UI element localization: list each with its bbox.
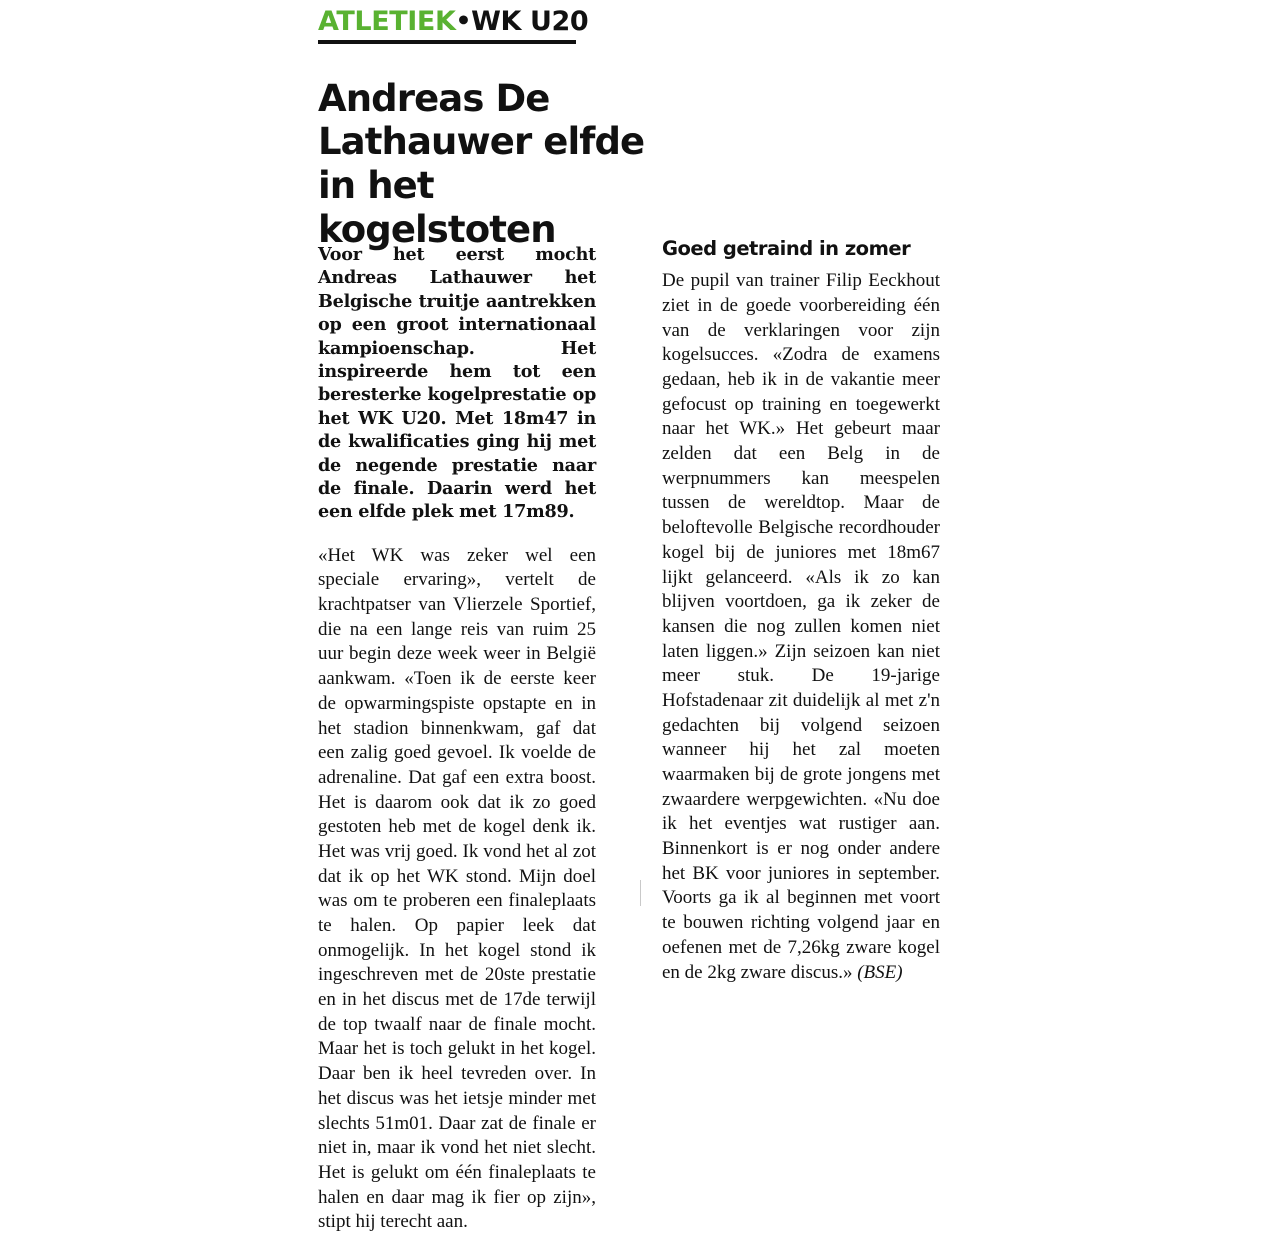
section-kicker <box>318 6 589 44</box>
kicker-event: WK U20 <box>471 6 589 37</box>
article-lead: Voor het eerst mocht Andreas Lathauwer het Belgische truitje aantrekken op een groot internationaal kampioenschap. Het inspireerde hem tot een beresterke kogelprestatie op het WK U20. Met 18m47 in de kwalificaties ging hij met de negende prestatie naar de finale. Daarin werd het een elfde plek met 17m89. <box>318 244 596 523</box>
article-body-right <box>662 269 940 985</box>
kicker-text <box>318 6 589 37</box>
article-column-left <box>318 243 596 1235</box>
kicker-divider <box>318 40 576 44</box>
column-divider <box>640 880 641 906</box>
article-column-right <box>662 236 940 985</box>
kicker-separator: • <box>455 6 472 35</box>
article-subheading: Goed getraind in zomer <box>662 237 911 260</box>
kicker-sport: ATLETIEK <box>318 6 456 37</box>
article-body-left: «Het WK was zeker wel een speciale ervaring», vertelt de krachtpatser van Vlierzele Sportief, die na een lange reis van ruim 25 uur begin deze week weer in België aankwam. «Toen ik de eerste keer de opwarmingspiste opstapte en in het stadion binnenkwam, gaf dat een zalig goed gevoel. Ik voelde de adrenaline. Dat gaf een extra boost. Het is daarom ook dat ik zo goed gestoten heb met de kogel denk ik. Het was vrij goed. Ik vond het al zot dat ik op het WK stond. Mijn doel was om te proberen een finaleplaats te halen. Op papier leek dat onmogelijk. In het kogel stond ik ingeschreven met de 20ste prestatie en in het discus met de 17de terwijl de top twaalf naar de finale mocht. Maar het is toch gelukt in het kogel. Daar ben ik heel tevreden over. In het discus was het ietsje minder met slechts 51m01. Daar zat de finale er niet in, maar ik vond het niet slecht. Het is gelukt om één finaleplaats te halen en daar mag ik fier op zijn», stipt hij terecht aan. <box>318 544 596 1233</box>
page-title: Andreas De Lathauwer elfde in het kogelstoten <box>318 76 645 251</box>
article-byline: (BSE) <box>857 961 903 983</box>
article-body-right-text: De pupil van trainer Filip Eeckhout ziet in de goede voorbereiding één van de verklaringen voor zijn kogelsucces. «Zodra de examens gedaan, heb ik in de vakantie meer gefocust op training en toegewerkt naar het WK.» Het gebeurt maar zelden dat een Belg in de werpnummers kan meespelen tussen de wereldtop. Maar de beloftevolle Belgische recordhouder kogel bij de juniores met 18m67 lijkt gelanceerd. «Als ik zo kan blijven voortdoen, ga ik zeker de kansen die nog zullen komen niet laten liggen.» Zijn seizoen kan niet meer stuk. De 19-jarige Hofstadenaar zit duidelijk al met z'n gedachten bij volgend seizoen wanneer hij het zal moeten waarmaken bij de grote jongens met zwaardere werpgewichten. «Nu doe ik het eventjes wat rustiger aan. Binnenkort is er nog onder andere het BK voor juniores in september. Voorts ga ik al beginnen met voort te bouwen richting volgend jaar en oefenen met de 7,26kg zware kogel en de 2kg zware discus.» <box>662 270 940 983</box>
